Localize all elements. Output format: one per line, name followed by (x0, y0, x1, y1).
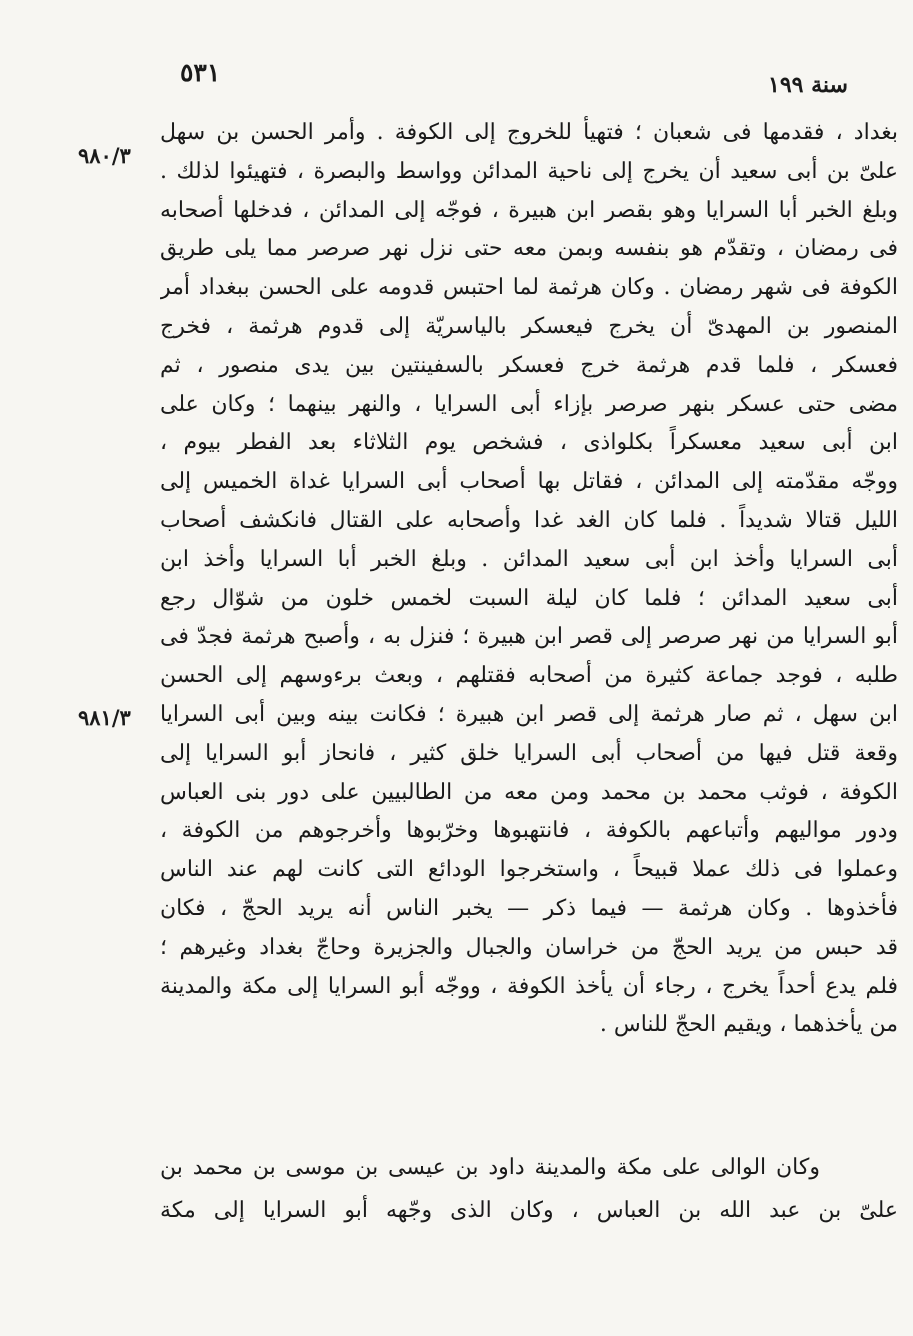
text-line: بغداد ، فقدمها فى شعبان ؛ فتهيأ للخروج إلى الكوفة . وأمر الحسن بن سهل (160, 120, 898, 145)
running-head: سنة ١٩٩ (768, 72, 848, 98)
text-line: وبلغ الخبر أبا السرايا وهو بقصر ابن هبيرة ، فوجّه إلى المدائن ، فدخلها أصحابه (160, 197, 898, 223)
text-line: فأخذوها . وكان هرثمة — فيما ذكر — يخبر الناس أنه يريد الحجّ ، فكان (160, 895, 898, 921)
text-line: المنصور بن المهدىّ أن يخرج فيعسكر بالياسريّة إلى قدوم هرثمة ، فخرج (160, 313, 898, 339)
text-line: فعسكر ، فلما قدم هرثمة خرج فعسكر بالسفينتين بين يدى منصور ، ثم (160, 352, 898, 378)
text-line: ودور مواليهم وأتباعهم بالكوفة ، فانتهبوها وخرّبوها وأخرجوهم من الكوفة ، (160, 818, 898, 844)
text-line: الليل قتالا شديداً . فلما كان الغد غدا وأصحابه على القتال فانكشف أصحاب (160, 507, 898, 533)
text-line: وقعة قتل فيها من أصحاب أبى السرايا خلق كثير ، فانحاز أبو السرايا إلى (160, 740, 898, 766)
text-line: فلم يدع أحداً يخرج ، رجاء أن يأخذ الكوفة ، ووجّه أبو السرايا إلى مكة والمدينة (160, 973, 898, 999)
text-line: الكوفة ، فوثب محمد بن محمد ومن معه من الطالبيين على دور بنى العباس (160, 779, 898, 805)
text-line: فى رمضان ، وتقدّم هو بنفسه وبمن معه حتى نزل نهر صرصر مما يلى طريق (160, 236, 898, 262)
text-line: مضى حتى عسكر بنهر صرصر بإزاء أبى السرايا ، والنهر بينهما ؛ وكان على (160, 391, 898, 417)
text-line: طلبه ، فوجد جماعة كثيرة من أصحابه فقتلهم ، وبعث برءوسهم إلى الحسن (160, 663, 898, 689)
text-line: علىّ بن أبى سعيد أن يخرج إلى ناحية المدائن وواسط والبصرة ، فتهيئوا لذلك . (160, 158, 898, 184)
text-line: أبى السرايا وأخذ ابن أبى سعيد المدائن . وبلغ الخبر أبا السرايا وأخذ ابن (160, 546, 898, 572)
text-line: علىّ بن عبد الله بن العباس ، وكان الذى وجّهه أبو السرايا إلى مكة (160, 1198, 898, 1223)
text-line: أبو السرايا من نهر صرصر إلى قصر ابن هبيرة ؛ فنزل به ، وأصبح هرثمة فجدّ فى (160, 624, 898, 650)
page-number: ٥٣١ (180, 58, 221, 87)
text-line: الكوفة فى شهر رمضان . وكان هرثمة لما احتبس قدومه على الحسن ببغداد أمر (160, 275, 898, 301)
text-line: ووجّه مقدّمته إلى المدائن ، فقاتل بها أصحاب أبى السرايا غداة الخميس إلى (160, 469, 898, 495)
text-line: وعملوا فى ذلك عملا قبيحاً ، واستخرجوا الودائع التى كانت لهم عند الناس (160, 857, 898, 883)
text-line: وكان الوالى على مكة والمدينة داود بن عيسى بن موسى بن محمد بن (160, 1155, 820, 1180)
text-line: ابن سهل ، ثم صار هرثمة إلى قصر ابن هبيرة ؛ فكانت بينه وبين أبى السرايا (160, 701, 898, 727)
main-text-paragraph (160, 114, 898, 1045)
margin-reference: ٩٨١/٣ (78, 705, 131, 730)
second-paragraph (160, 1146, 898, 1232)
text-line: أبى سعيد المدائن ؛ فلما كان ليلة السبت لخمس خلون من شوّال رجع (160, 585, 898, 611)
text-line: من يأخذهما ، ويقيم الحجّ للناس . (599, 1012, 898, 1038)
margin-reference: ٩٨٠/٣ (78, 143, 131, 168)
text-line: ابن أبى سعيد معسكراً بكلواذى ، فشخص يوم الثلاثاء بعد الفطر بيوم ، (160, 430, 898, 456)
text-line: قد حبس من يريد الحجّ من خراسان والجبال والجزيرة وحاجّ بغداد وغيرهم ؛ (160, 934, 898, 960)
